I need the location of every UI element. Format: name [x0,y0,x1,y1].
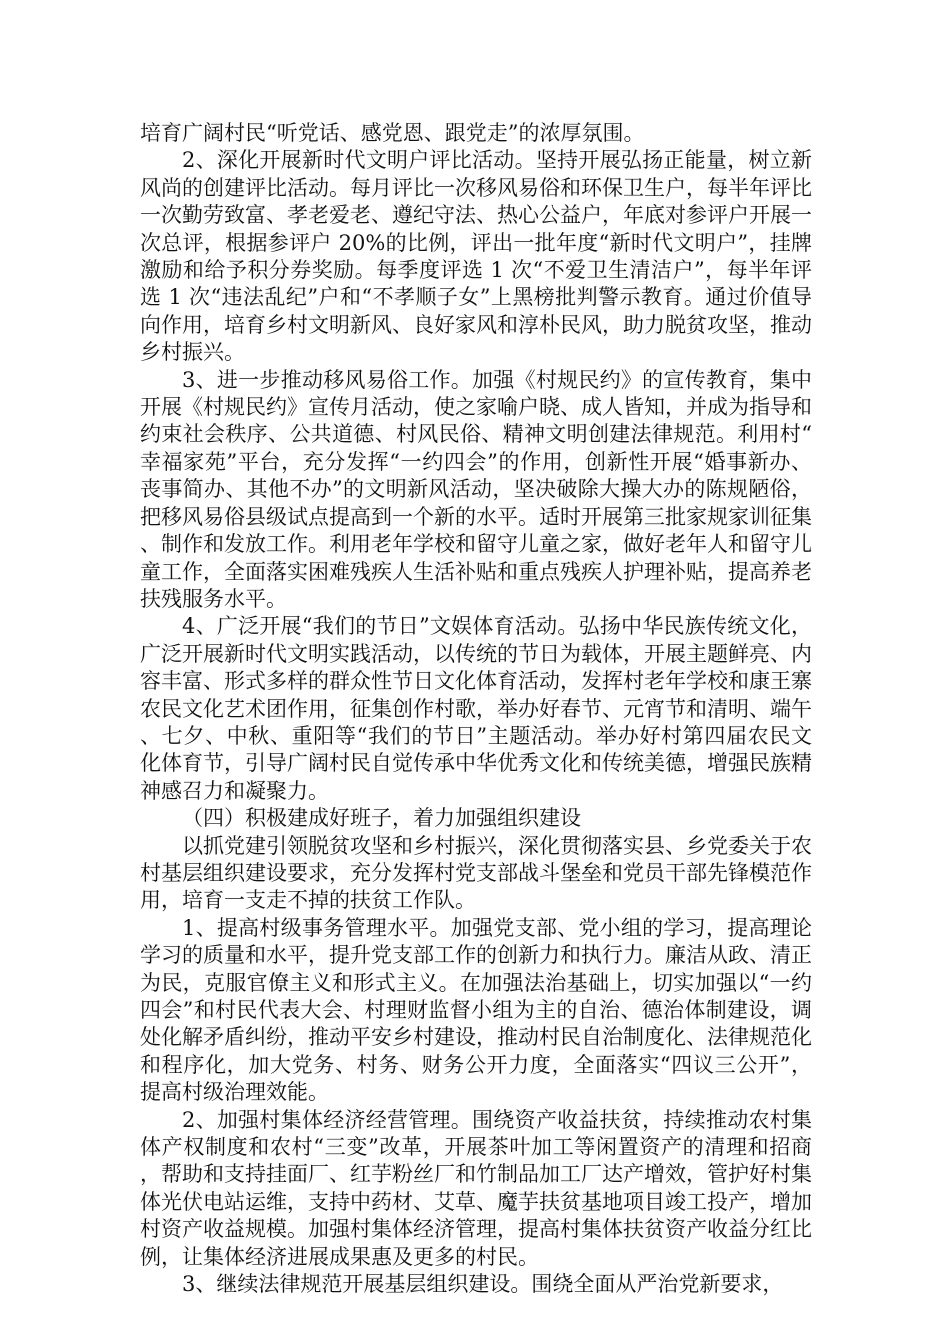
paragraph-customs-reform: 3、进一步推动移风易俗工作。加强《村规民约》的宣传教育，集中开展《村规民约》宣传月活动，使之家喻户晓、成人皆知，并成为指导和约束社会秩序、公共道德、村风民俗、精神文明创建法律规范。利用村“幸福家苑”平台，充分发挥“一约四会”的作用，创新性开展“婚事新办、丧事简办、其他不办”的文明新风活动，坚决破除大操大办的陈规陋俗，把移风易俗县级试点提高到一个新的水平。适时开展第三批家规家训征集、制作和发放工作。利用老年学校和留守儿童之家，做好老年人和留守儿童工作，全面落实困难残疾人生活补贴和重点残疾人护理补贴，提高养老扶残服务水平。 [140,367,812,611]
paragraph-civilized-household: 2、深化开展新时代文明户评比活动。坚持开展弘扬正能量，树立新风尚的创建评比活动。每月评比一次移风易俗和环保卫生户，每半年评比一次勤劳致富、孝老爱老、遵纪守法、热心公益户，年底对参评户开展一次总评，根据参评户 20%的比例，评出一批年度“新时代文明户”，挂牌激励和给予积分券奖励。每季度评选 1 次“不爱卫生清洁户”，每半年评选 1 次“违法乱纪”户和“不孝顺子女”上黑榜批判警示教育。通过价值导向作用，培育乡村文明新风、良好家风和淳朴民风，助力脱贫攻坚，推动乡村振兴。 [140,148,812,365]
paragraph-village-affairs: 1、提高村级事务管理水平。加强党支部、党小组的学习，提高理论学习的质量和水平，提升党支部工作的创新力和执行力。廉洁从政、清正为民，克服官僚主义和形式主义。在加强法治基础上，切实加强以“一约四会”和村民代表大会、村理财监督小组为主的自治、德治体制建设，调处化解矛盾纠纷，推动平安乡村建设，推动村民自治制度化、法律规范化和程序化，加大党务、村务、财务公开力度，全面落实“四议三公开”，提高村级治理效能。 [140,915,812,1105]
document-body [140,120,812,1298]
paragraph-festival-activities: 4、广泛开展“我们的节日”文娱体育活动。弘扬中华民族传统文化，广泛开展新时代文明实践活动，以传统的节日为载体，开展主题鲜亮、内容丰富、形式多样的群众性节日文化体育活动，发挥村老年学校和康王寨农民文化艺术团作用，征集创作村歌，举办好春节、元宵节和清明、端午、七夕、中秋、重阳等“我们的节日”主题活动。举办好村第四届农民文化体育节，引导广阔村民自觉传承中华优秀文化和传统美德，增强民族精神感召力和凝聚力。 [140,614,812,803]
paragraph-grassroots-organization: 3、继续法律规范开展基层组织建设。围绕全面从严治党新要求， [182,1272,784,1297]
paragraph-intro-continuation: 培育广阔村民“听党话、感党恩、跟党走”的浓厚氛围。 [140,121,645,145]
section-heading-organization: （四）积极建成好班子，着力加强组织建设 [182,806,581,831]
paragraph-party-building: 以抓党建引领脱贫攻坚和乡村振兴，深化贯彻落实县、乡党委关于农村基层组织建设要求，充分发挥村党支部战斗堡垒和党员干部先锋模范作用，培育一支走不掉的扶贫工作队。 [140,833,812,913]
paragraph-collective-economy: 2、加强村集体经济经营管理。围绕资产收益扶贫，持续推动农村集体产权制度和农村“三变”改革，开展茶叶加工等闲置资产的清理和招商，帮助和支持挂面厂、红芋粉丝厂和竹制品加工厂达产增效，管护好村集体光伏电站运维，支持中药材、艾草、魔芋扶贫基地项目竣工投产，增加村资产收益规模。加强村集体经济管理，提高村集体扶贫资产收益分红比例，让集体经济进展成果惠及更多的村民。 [140,1107,812,1269]
